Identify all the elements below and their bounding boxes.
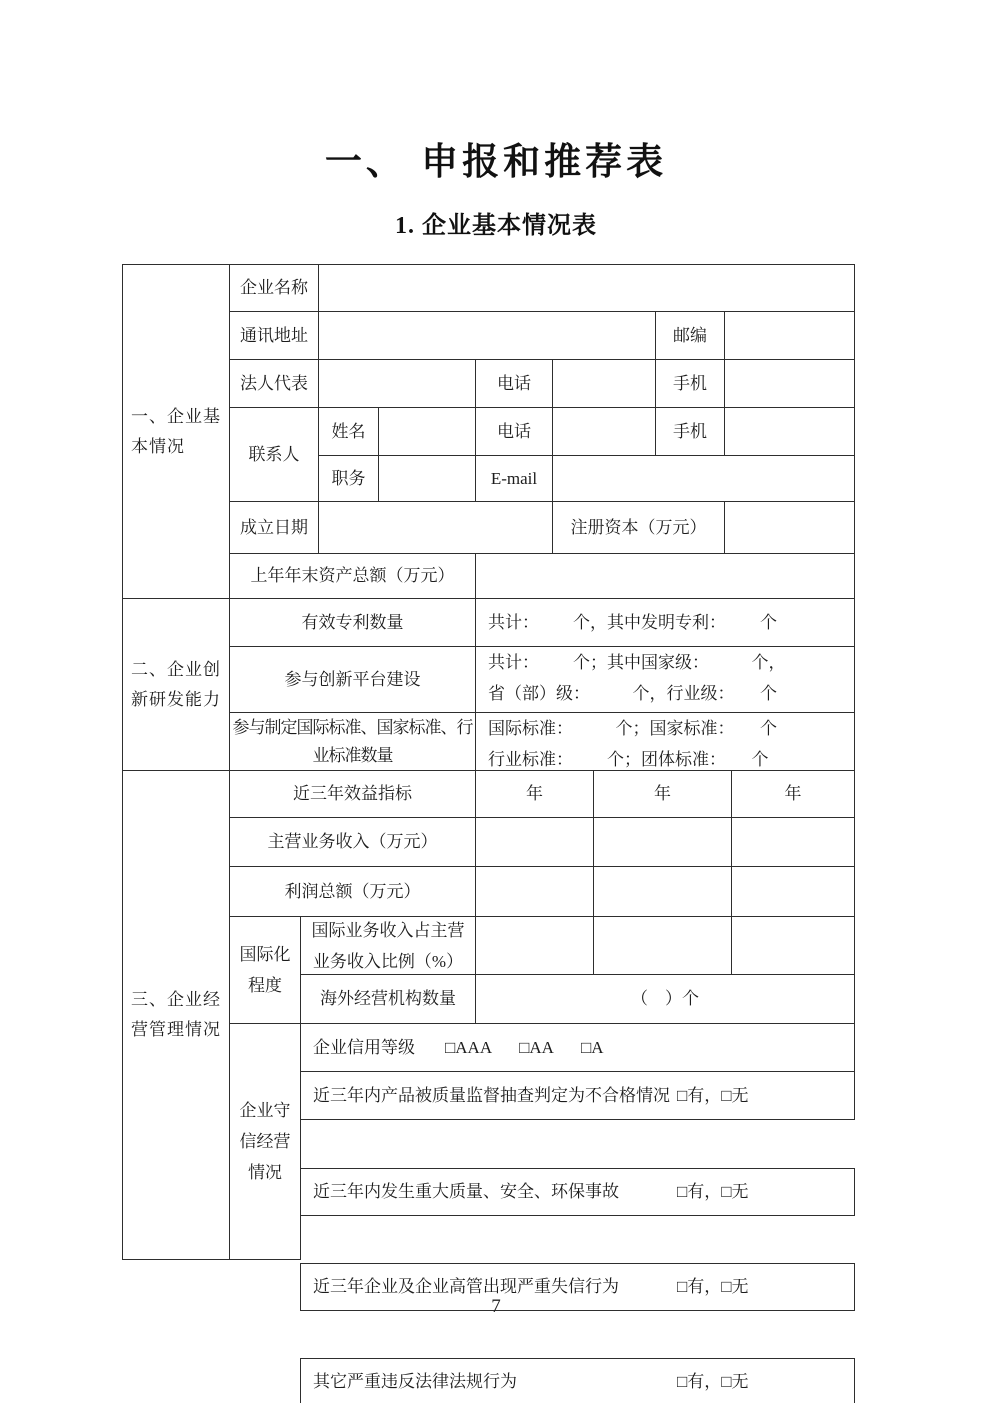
contact-email-label: E-mail	[475, 455, 553, 502]
profit-year3-cell	[731, 866, 855, 917]
platforms-value-line1: 共计： 个；其中国家级： 个，	[488, 653, 786, 672]
contact-title-label: 职务	[318, 455, 379, 502]
profit-year2-cell	[593, 866, 732, 917]
registered-capital-label: 注册资本（万元）	[552, 501, 725, 554]
violations-choices: □有，□无	[677, 1371, 749, 1391]
intl-ratio-year3-cell	[731, 916, 855, 975]
revenue-year3-cell	[731, 817, 855, 867]
integrity-line2: 信经营	[239, 1132, 291, 1151]
section-management	[122, 770, 230, 1260]
benefit-year2: 年	[593, 770, 732, 818]
patents-label: 有效专利数量	[229, 598, 476, 647]
contact-name-value-cell	[378, 407, 476, 456]
section-management-line1: 三、企业经	[131, 990, 221, 1009]
dishonesty-choices: □有，□无	[677, 1277, 749, 1296]
platforms-value-line2: 省（部）级： 个，行业级： 个	[488, 684, 777, 703]
profit-year1-cell	[475, 866, 594, 917]
standards-label-line1: 参与制定国际标准、国家标准、行	[232, 717, 473, 737]
accidents-row	[300, 1168, 855, 1216]
accidents-label: 近三年内发生重大质量、安全、环保事故	[313, 1182, 619, 1201]
contact-phone-value-cell	[552, 407, 656, 456]
total-assets-label: 上年年末资产总额（万元）	[229, 553, 476, 599]
quality-check-label: 近三年内产品被质量监督抽查判定为不合格情况	[313, 1085, 670, 1105]
overseas-org-label: 海外经营机构数量	[300, 974, 476, 1024]
quality-check-row	[300, 1071, 855, 1120]
founding-date-value-cell	[318, 501, 553, 554]
platforms-label: 参与创新平台建设	[229, 646, 476, 713]
legal-rep-label: 法人代表	[229, 359, 319, 408]
integrity-line1: 企业守	[239, 1101, 291, 1120]
credit-rating-option-a: □A	[580, 1037, 604, 1057]
patents-value: 共计： 个，其中发明专利： 个	[475, 598, 855, 647]
contact-title-value-cell	[378, 455, 476, 502]
legal-rep-value-cell	[318, 359, 476, 408]
founding-date-label: 成立日期	[229, 501, 319, 554]
page-number: 7	[491, 1296, 501, 1317]
intl-revenue-ratio-line1: 国际业务收入占主营	[311, 920, 465, 940]
legal-rep-mobile-label: 手机	[655, 359, 725, 408]
revenue-label: 主营业务收入（万元）	[229, 817, 476, 867]
address-value-cell	[318, 311, 656, 360]
section-basic-line2: 本情况	[131, 436, 185, 456]
platforms-value	[475, 646, 855, 713]
standards-value	[475, 712, 855, 771]
quality-check-choices: □有，□无	[677, 1085, 749, 1105]
internationalization-label	[229, 916, 301, 1024]
benefit-label: 近三年效益指标	[229, 770, 476, 818]
standards-label	[229, 712, 476, 771]
integrity-label	[229, 1023, 301, 1260]
benefit-year1: 年	[475, 770, 594, 818]
intl-ratio-year2-cell	[593, 916, 732, 975]
section-management-line2: 营管理情况	[131, 1020, 221, 1039]
postcode-label: 邮编	[655, 311, 725, 360]
section-basic-info	[122, 264, 230, 599]
contact-name-label: 姓名	[318, 407, 379, 456]
internationalization-line2: 程度	[248, 976, 282, 995]
section-innovation-line2: 新研发能力	[131, 689, 221, 709]
contact-mobile-label: 手机	[655, 407, 725, 456]
company-name-label: 企业名称	[229, 264, 319, 312]
benefit-year3: 年	[731, 770, 855, 818]
legal-rep-phone-value-cell	[552, 359, 656, 408]
intl-ratio-year1-cell	[475, 916, 594, 975]
contact-email-value-cell	[552, 455, 855, 502]
contact-label: 联系人	[229, 407, 319, 502]
legal-rep-phone-label: 电话	[475, 359, 553, 408]
page-subtitle: 1. 企业基本情况表	[395, 213, 597, 239]
total-assets-value-cell	[475, 553, 855, 599]
address-label: 通讯地址	[229, 311, 319, 360]
violations-label: 其它严重违反法律法规行为	[313, 1371, 517, 1391]
registered-capital-value-cell	[724, 501, 855, 554]
credit-rating-option-aaa: □AAA	[445, 1037, 493, 1057]
standards-value-line1: 国际标准： 个；国家标准： 个	[488, 719, 777, 738]
legal-rep-mobile-value-cell	[724, 359, 855, 408]
credit-rating-option-aa: □AA	[519, 1037, 554, 1057]
dishonesty-label: 近三年企业及企业高管出现严重失信行为	[313, 1277, 619, 1296]
standards-value-line2: 行业标准： 个；团体标准： 个	[488, 750, 769, 769]
accidents-choices: □有，□无	[677, 1182, 749, 1201]
section-basic-line1: 一、企业基	[131, 406, 221, 426]
revenue-year2-cell	[593, 817, 732, 867]
enterprise-info-table	[122, 264, 855, 1391]
company-name-value-cell	[318, 264, 855, 312]
contact-phone-label: 电话	[475, 407, 553, 456]
credit-rating-label: 企业信用等级	[313, 1037, 415, 1057]
section-innovation	[122, 598, 230, 771]
contact-mobile-value-cell	[724, 407, 855, 456]
integrity-line3: 情况	[248, 1163, 282, 1182]
violations-row	[300, 1358, 855, 1403]
section-innovation-line1: 二、企业创	[131, 659, 221, 679]
standards-label-line2: 业标准数量	[312, 745, 393, 765]
credit-rating-row	[300, 1023, 855, 1072]
internationalization-line1: 国际化	[239, 945, 291, 964]
overseas-org-value: （ ）个	[475, 974, 855, 1024]
postcode-value-cell	[724, 311, 855, 360]
profit-label: 利润总额（万元）	[229, 866, 476, 917]
intl-revenue-ratio-label	[300, 916, 476, 975]
intl-revenue-ratio-line2: 业务收入比例（%）	[312, 951, 464, 971]
revenue-year1-cell	[475, 817, 594, 867]
page-title: 一、 申报和推荐表	[324, 141, 668, 182]
